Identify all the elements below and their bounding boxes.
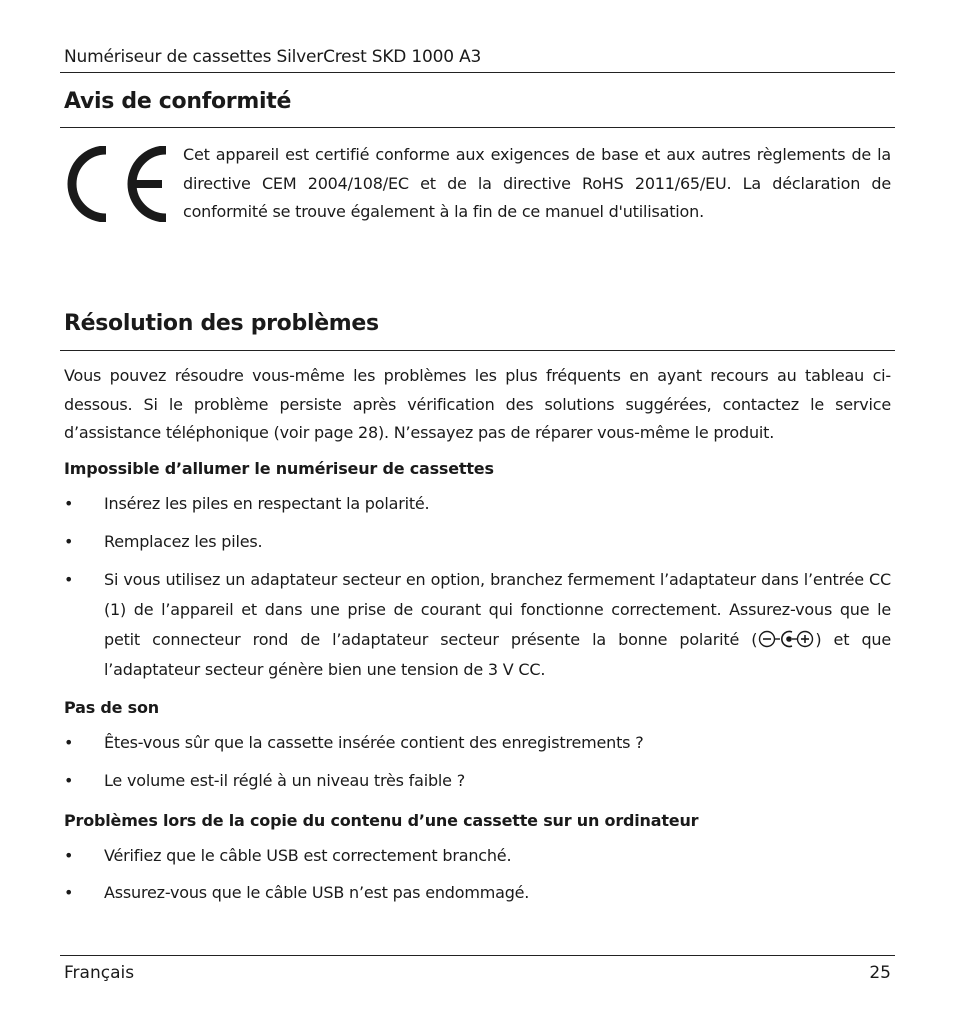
bullet-dot: • xyxy=(64,570,74,589)
section-title-power: Impossible d’allumer le numériseur de cassettes xyxy=(64,459,494,478)
list-item-text: Vérifiez que le câble USB est correctement branché. xyxy=(104,846,512,865)
header-rule xyxy=(60,72,895,73)
troubleshooting-heading: Résolution des problèmes xyxy=(64,311,379,336)
section-title-no-sound: Pas de son xyxy=(64,698,159,717)
list-item xyxy=(64,841,891,871)
list-item xyxy=(64,527,891,557)
bullet-dot: • xyxy=(64,532,74,551)
bullet-dot: • xyxy=(64,494,74,513)
polarity-symbol-icon xyxy=(758,630,814,648)
list-item xyxy=(64,565,891,685)
list-item-text: Insérez les piles en respectant la polarité. xyxy=(104,494,430,513)
bullet-dot: • xyxy=(64,771,74,790)
bullet-dot: • xyxy=(64,846,74,865)
list-item-text: Remplacez les piles. xyxy=(104,532,263,551)
compliance-heading: Avis de conformité xyxy=(64,89,292,114)
list-item xyxy=(64,878,891,908)
footer-language: Français xyxy=(64,963,135,983)
list-item-text: Êtes-vous sûr que la cassette insérée contient des enregistrements ? xyxy=(104,733,644,752)
adapter-instruction-text: Si vous utilisez un adaptateur secteur en option, branchez fermement l’adaptateur dans l’entrée CC (1) de l’appareil et dans une prise de courant qui fonctionne correctement. Assurez-vous que le petit connecteur rond de l’adaptateur secteur présente la bonne polarité ( xyxy=(104,570,891,649)
compliance-text: Cet appareil est certifié conforme aux exigences de base et aux autres règlements de la directive CEM 2004/108/EC et de la directive RoHS 2011/65/EU. La déclaration de conformité se trouve également à la fin de ce manuel d'utilisation. xyxy=(183,145,891,221)
footer-rule xyxy=(60,955,895,956)
troubleshooting-intro: Vous pouvez résoudre vous-même les problèmes les plus fréquents en ayant recours au tableau ci-dessous. Si le problème persiste après vérification des solutions suggérées, contactez le service d’assistance téléphonique (voir page 28). N’essayez pas de réparer vous-même le produit. xyxy=(64,366,891,442)
list-item-text: Le volume est-il réglé à un niveau très faible ? xyxy=(104,771,465,790)
ce-mark-icon xyxy=(62,146,172,222)
adapter-instruction-tail: ) et que l’adaptateur secteur génère bien une tension de 3 V CC. xyxy=(104,630,891,679)
list-item xyxy=(64,766,891,796)
page-number: 25 xyxy=(869,963,891,983)
list-item-text xyxy=(104,565,891,685)
section-title-copy-problems: Problèmes lors de la copie du contenu d’une cassette sur un ordinateur xyxy=(64,811,699,830)
troubleshooting-heading-rule xyxy=(60,350,895,351)
list-item xyxy=(64,489,891,519)
list-item-text: Assurez-vous que le câble USB n’est pas endommagé. xyxy=(104,883,530,902)
bullet-dot: • xyxy=(64,883,74,902)
running-header: Numériseur de cassettes SilverCrest SKD 1000 A3 xyxy=(64,47,482,67)
compliance-heading-rule xyxy=(60,127,895,128)
list-item xyxy=(64,728,891,758)
bullet-dot: • xyxy=(64,733,74,752)
